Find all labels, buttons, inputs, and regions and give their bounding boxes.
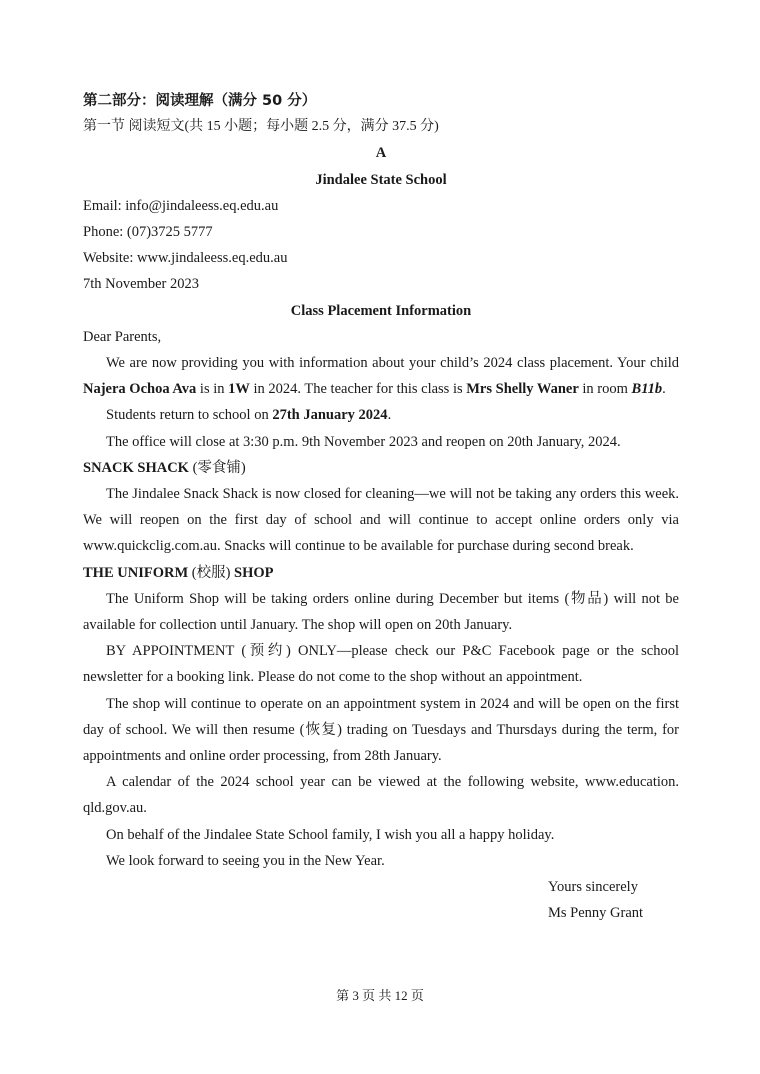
return-text: Students return to school on xyxy=(106,407,273,424)
closing: Yours sincerely xyxy=(548,879,638,896)
section-subtitle: 第一节 阅读短文(共 15 小题；每小题 2.5 分，满分 37.5 分) xyxy=(83,119,439,135)
uniform-heading-text: THE UNIFORM xyxy=(83,564,189,581)
snack-paragraph: The Jindalee Snack Shack is now closed for cleaning—we will not be taking any orders this week. We will reopen on the first day of school and will continue to accept online orders only via www.quickclig.com.au. Snacks will continue to be available for purchase during second break. xyxy=(83,486,679,555)
holiday-paragraph: On behalf of the Jindalee State School family, I wish you all a happy holiday. xyxy=(106,826,555,843)
placement-text: in room xyxy=(578,381,632,398)
greeting: Dear Parents, xyxy=(83,328,162,345)
uniform-paragraph-2: BY APPOINTMENT (预约) ONLY—please check our P&C Facebook page or the school newsletter for a booking link. Please do not come to the shop without an appointment. xyxy=(83,643,679,686)
placement-text: We are now providing you with information about your child’s 2024 class placement. Your child xyxy=(106,355,679,372)
letter-date: 7th November 2023 xyxy=(83,276,199,293)
snack-heading-text: SNACK SHACK xyxy=(83,459,189,476)
snack-heading-cn: (零食铺) xyxy=(188,459,246,476)
uniform-heading-text: SHOP xyxy=(234,564,274,581)
section-title: 第二部分：阅读理解（满分 50 分） xyxy=(83,93,317,109)
return-text: . xyxy=(387,407,392,424)
child-name: Najera Ochoa Ava xyxy=(83,381,197,398)
return-date: 27th January 2024 xyxy=(272,407,388,424)
room-number: B11b xyxy=(631,381,663,398)
school-email: Email: info@jindaleess.eq.edu.au xyxy=(83,197,279,214)
letter-heading: Class Placement Information xyxy=(290,302,472,319)
snack-heading xyxy=(83,455,679,481)
teacher-name: Mrs Shelly Waner xyxy=(466,381,579,398)
placement-text: . xyxy=(662,381,666,398)
calendar-paragraph: A calendar of the 2024 school year can be viewed at the following website, www.education. qld.gov.au. xyxy=(83,774,679,817)
return-paragraph xyxy=(83,402,679,428)
class-name: 1W xyxy=(228,381,250,398)
school-name: Jindalee State School xyxy=(315,171,447,188)
uniform-paragraph-1: The Uniform Shop will be taking orders online during December but items (物品) will not be available for collection until January. The shop will open on 20th January. xyxy=(83,590,679,634)
placement-text: in 2024. The teacher for this class is xyxy=(249,381,467,398)
passage-letter: A xyxy=(375,145,387,162)
forward-paragraph: We look forward to seeing you in the New Year. xyxy=(106,852,385,869)
page-number: 第 3 页 共 12 页 xyxy=(336,988,424,1003)
exam-page xyxy=(83,88,679,927)
placement-paragraph xyxy=(83,350,679,402)
placement-text: is in xyxy=(196,381,229,398)
school-phone: Phone: (07)3725 5777 xyxy=(83,224,213,241)
signature: Ms Penny Grant xyxy=(548,905,644,922)
office-paragraph: The office will close at 3:30 p.m. 9th November 2023 and reopen on 20th January, 2024. xyxy=(106,433,621,450)
uniform-paragraph-3: The shop will continue to operate on an appointment system in 2024 and will be open on the first day of school. We will then resume (恢复) trading on Tuesdays and Thursdays during the term, for appointments and online order processing, from 28th January. xyxy=(83,695,679,765)
uniform-heading xyxy=(83,560,679,586)
school-website: Website: www.jindaleess.eq.edu.au xyxy=(83,250,288,267)
uniform-heading-cn: (校服) xyxy=(188,564,235,581)
